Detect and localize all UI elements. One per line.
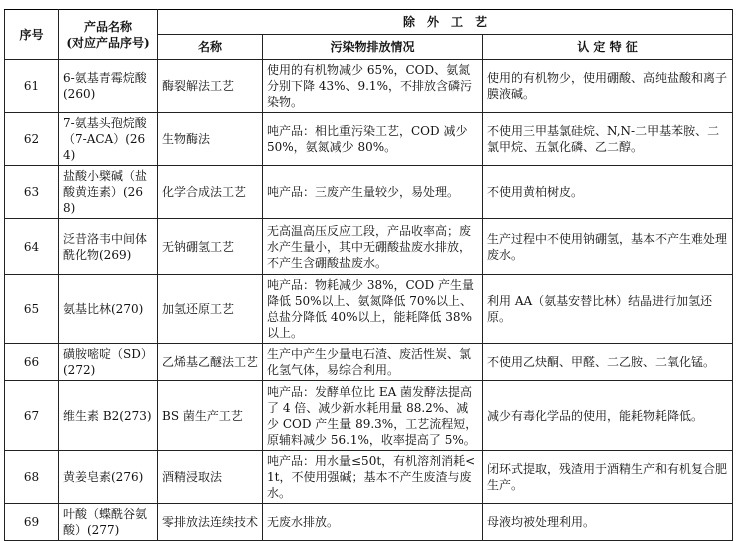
row-process: 无钠硼氢工艺 bbox=[158, 219, 263, 275]
row-pollution: 吨产品：相比重污染工艺，COD 减少 50%，氨氮减少 80%。 bbox=[263, 113, 483, 166]
row-product: 黄姜皂素(276) bbox=[59, 451, 158, 504]
row-process: 生物酶法 bbox=[158, 113, 263, 166]
header-product-subtitle: (对应产品序号) bbox=[66, 35, 150, 50]
row-pollution: 吨产品：物耗减少 38%，COD 产生量降低 50%以上、氨氮降低 70%以上、总盐分降低 40%以上，能耗降低 38%以上。 bbox=[263, 275, 483, 344]
row-seq: 61 bbox=[5, 60, 59, 113]
row-product: 维生素 B2(273) bbox=[59, 381, 158, 451]
exclusion-process-table bbox=[4, 9, 733, 541]
row-process: 乙烯基乙醚法工艺 bbox=[158, 344, 263, 381]
table-body bbox=[5, 60, 733, 541]
row-feature: 闭环式提取，残渣用于酒精生产和有机复合肥生产。 bbox=[483, 451, 733, 504]
row-feature: 不使用黄柏树皮。 bbox=[483, 166, 733, 219]
header-exclude-process: 除 外 工 艺 bbox=[158, 10, 733, 35]
row-feature: 使用的有机物少，使用硼酸、高纯盐酸和离子膜液碱。 bbox=[483, 60, 733, 113]
row-product: 6-氨基青霉烷酸 (260) bbox=[59, 60, 158, 113]
table-row bbox=[5, 344, 733, 381]
row-pollution: 吨产品：三废产生量较少，易处理。 bbox=[263, 166, 483, 219]
header-seq: 序号 bbox=[5, 10, 59, 60]
row-process: BS 菌生产工艺 bbox=[158, 381, 263, 451]
row-product: 盐酸小檗碱（盐酸黄连素）(268) bbox=[59, 166, 158, 219]
table-row bbox=[5, 451, 733, 504]
row-pollution: 吨产品：发酵单位比 EA 菌发酵法提高了 4 倍、减少新水耗用量 88.2%、减少 COD 产生量 89.3%，工艺流程短，原辅料减少 56.1%，收率提高了 5%。 bbox=[263, 381, 483, 451]
row-feature: 利用 AA（氨基安替比林）结晶进行加氢还原。 bbox=[483, 275, 733, 344]
row-product: 磺胺嘧啶（SD）(272) bbox=[59, 344, 158, 381]
header-feature: 认 定 特 征 bbox=[483, 35, 733, 60]
table-row bbox=[5, 381, 733, 451]
row-seq: 67 bbox=[5, 381, 59, 451]
row-product: 7-氨基头孢烷酸（7-ACA）(264) bbox=[59, 113, 158, 166]
row-process: 酒精浸取法 bbox=[158, 451, 263, 504]
row-feature: 不使用三甲基氯硅烷、N,N-二甲基苯胺、二氯甲烷、五氯化磷、乙二醇。 bbox=[483, 113, 733, 166]
row-seq: 66 bbox=[5, 344, 59, 381]
table-row bbox=[5, 113, 733, 166]
row-feature: 减少有毒化学品的使用，能耗物耗降低。 bbox=[483, 381, 733, 451]
table-header bbox=[5, 10, 733, 60]
row-seq: 68 bbox=[5, 451, 59, 504]
row-product: 氨基比林(270) bbox=[59, 275, 158, 344]
row-pollution: 吨产品：用水量≤50t，有机溶剂消耗<1t，不使用强碱；基本不产生废渣与废水。 bbox=[263, 451, 483, 504]
row-feature: 母液均被处理利用。 bbox=[483, 504, 733, 541]
row-feature: 生产过程中不使用钠硼氢，基本不产生难处理废水。 bbox=[483, 219, 733, 275]
row-pollution: 无废水排放。 bbox=[263, 504, 483, 541]
header-process-name: 名称 bbox=[158, 35, 263, 60]
table-row bbox=[5, 275, 733, 344]
row-process: 零排放法连续技术 bbox=[158, 504, 263, 541]
row-feature: 不使用乙炔酮、甲醛、二乙胺、二氧化锰。 bbox=[483, 344, 733, 381]
row-product: 叶酸（蝶酰谷氨酸）(277) bbox=[59, 504, 158, 541]
row-pollution: 无高温高压反应工段，产品收率高；废水产生量小，其中无硼酸盐废水排放，不产生含硼酸盐废水。 bbox=[263, 219, 483, 275]
row-seq: 69 bbox=[5, 504, 59, 541]
row-seq: 65 bbox=[5, 275, 59, 344]
row-product: 泛昔洛韦中间体酰化物(269) bbox=[59, 219, 158, 275]
table-row bbox=[5, 166, 733, 219]
header-pollution: 污染物排放情况 bbox=[263, 35, 483, 60]
row-process: 化学合成法工艺 bbox=[158, 166, 263, 219]
row-pollution: 使用的有机物减少 65%，COD、氨氮分别下降 43%、9.1%，不排放含磷污染物。 bbox=[263, 60, 483, 113]
table-row bbox=[5, 504, 733, 541]
row-seq: 62 bbox=[5, 113, 59, 166]
header-product-title: 产品名称 bbox=[83, 19, 132, 34]
row-pollution: 生产中产生少量电石渣、废活性炭、氯化氢气体，易综合利用。 bbox=[263, 344, 483, 381]
table-row bbox=[5, 60, 733, 113]
row-seq: 64 bbox=[5, 219, 59, 275]
row-seq: 63 bbox=[5, 166, 59, 219]
header-product bbox=[59, 10, 158, 60]
table-row bbox=[5, 219, 733, 275]
row-process: 加氢还原工艺 bbox=[158, 275, 263, 344]
header-row-1 bbox=[5, 10, 733, 35]
row-process: 酶裂解法工艺 bbox=[158, 60, 263, 113]
